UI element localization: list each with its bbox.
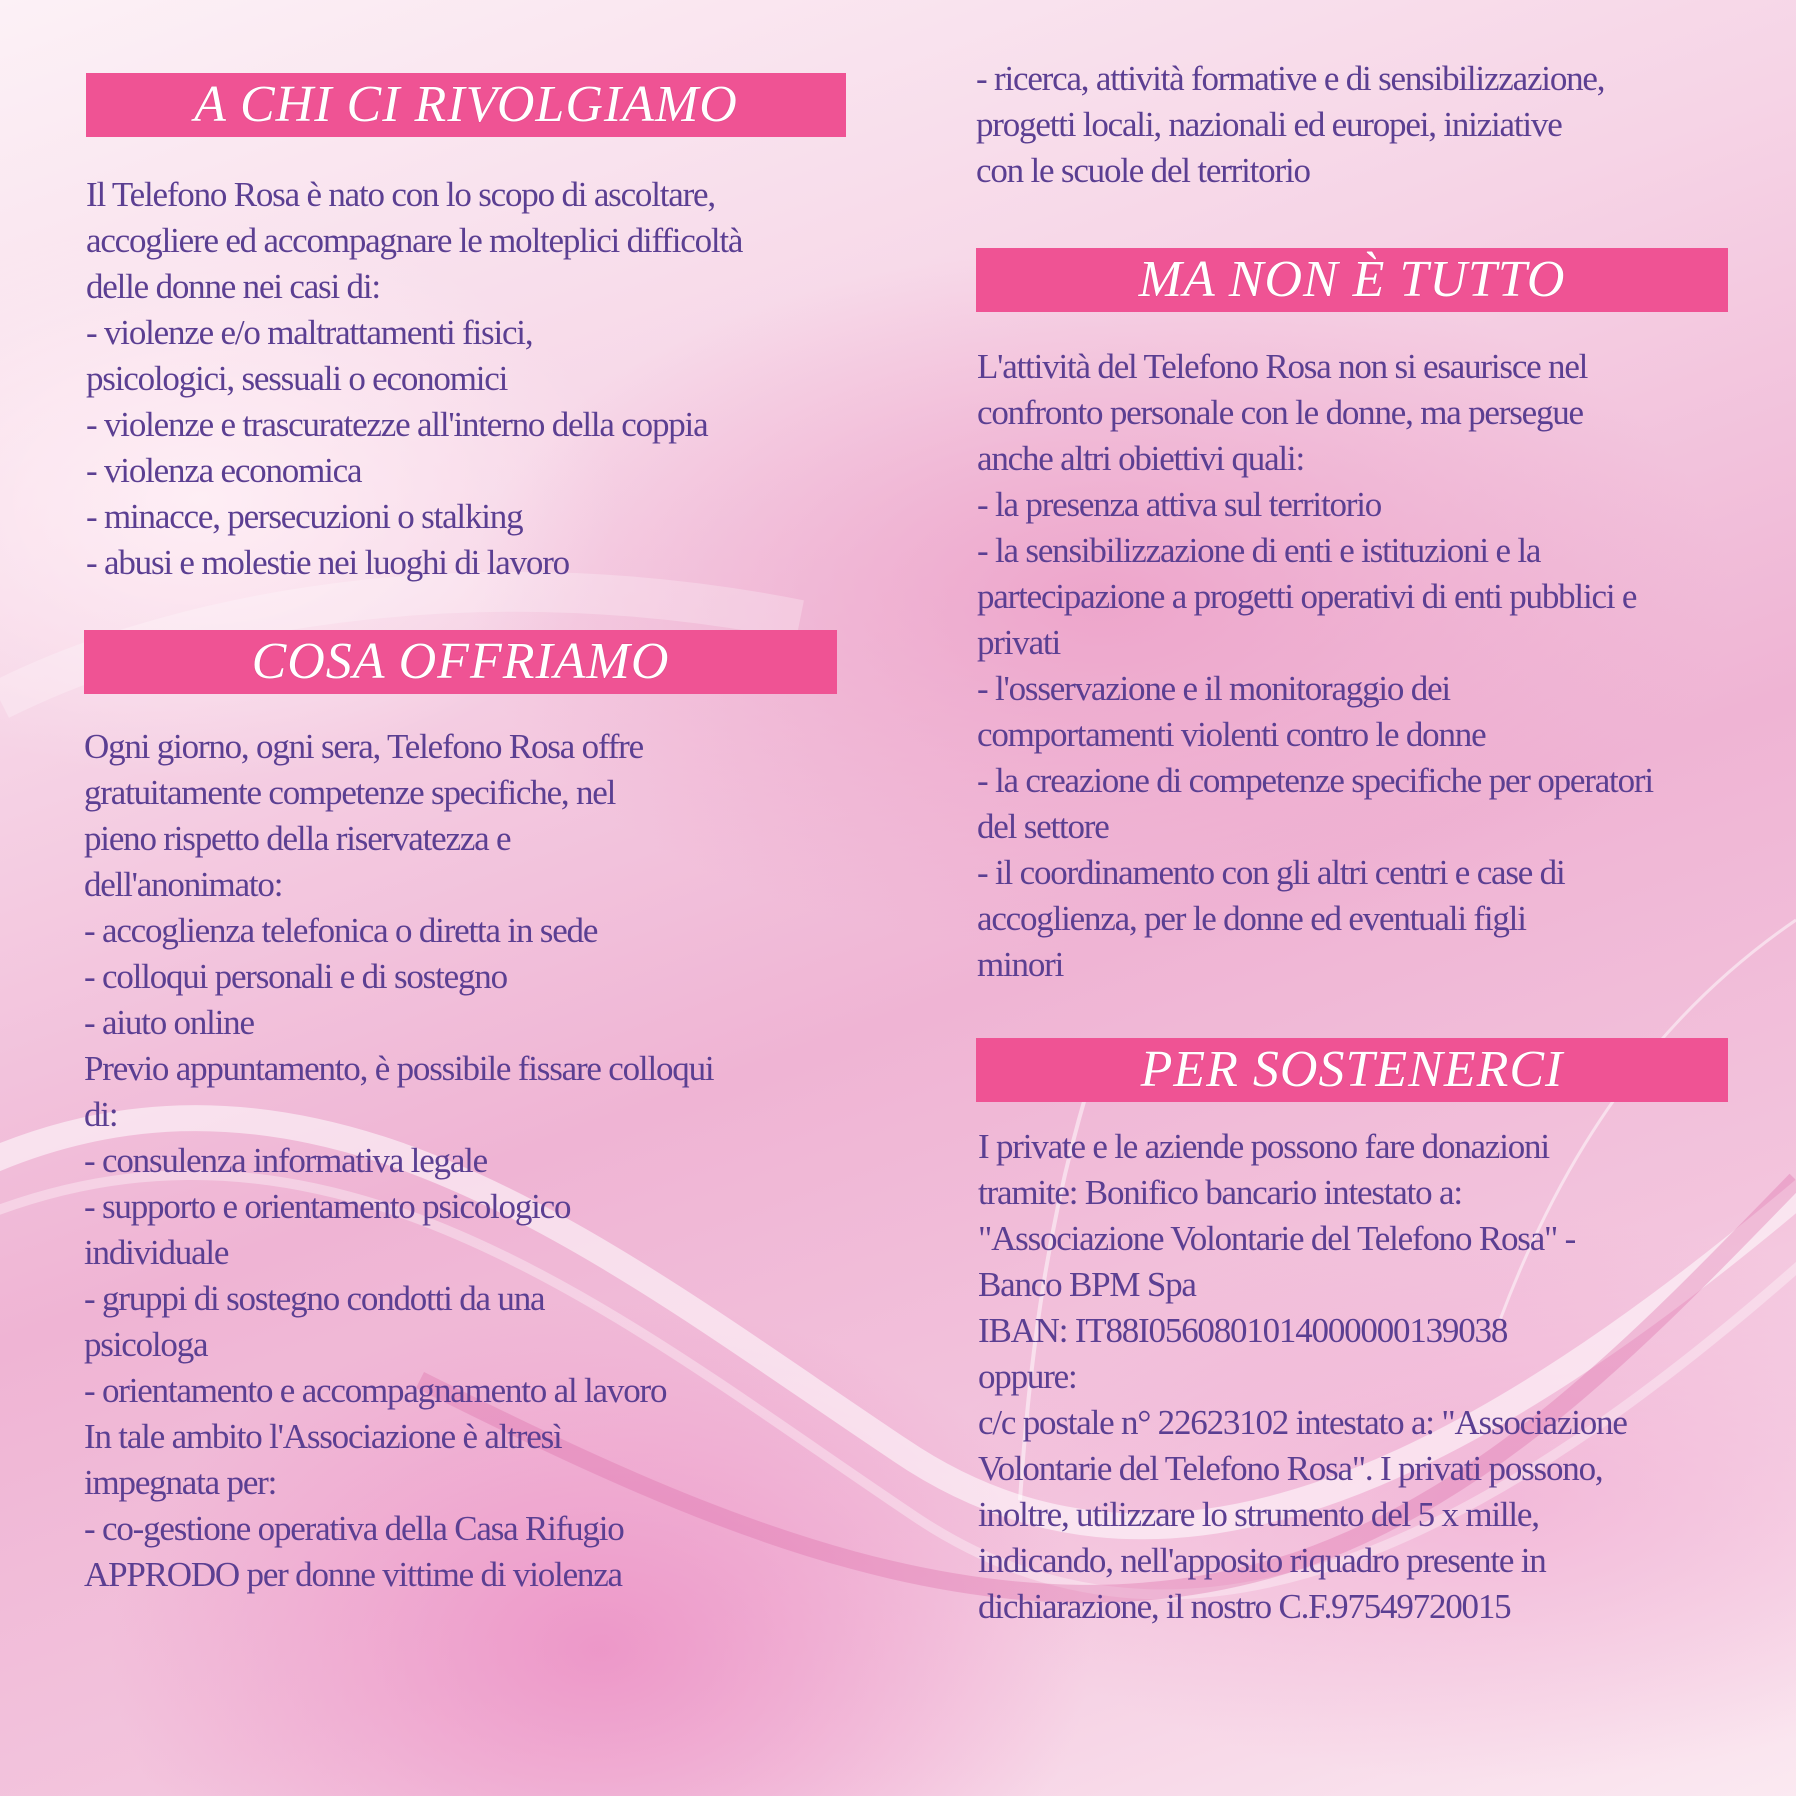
heading-text: PER SOSTENERCI [1140,1041,1564,1098]
bank-name: Banco BPM Spa [978,1265,1196,1304]
text-line: tramite: Bonifico bancario intestato a: [978,1173,1462,1212]
text-line: Previo appuntamento, è possibile fissare colloqui [84,1049,714,1088]
text-line: delle donne nei casi di: [86,267,380,306]
list-item: progetti locali, nazionali ed europei, iniziative [976,105,1562,144]
list-item: - consulenza informativa legale [84,1141,488,1180]
list-item: individuale [84,1233,229,1272]
section-heading-per-sostenerci [976,1038,1728,1102]
text-line: oppure: [978,1357,1077,1396]
text-line: Volontarie del Telefono Rosa". I privati possono, [978,1449,1603,1488]
section-heading-cosa-offriamo [84,630,837,694]
postal-account: c/c postale n° 22623102 intestato a: "Associazione [978,1403,1627,1442]
list-item: - accoglienza telefonica o diretta in sede [84,911,598,950]
text-line: di: [84,1095,118,1134]
heading-text: MA NON È TUTTO [1138,251,1566,308]
list-item: partecipazione a progetti operativi di enti pubblici e [977,577,1637,616]
list-item: psicologici, sessuali o economici [86,359,508,398]
list-item: - violenze e trascuratezze all'interno della coppia [86,405,708,444]
text-line: Ogni giorno, ogni sera, Telefono Rosa offre [84,727,643,766]
text-line: anche altri obiettivi quali: [977,439,1304,478]
list-item: accoglienza, per le donne ed eventuali figli [977,899,1526,938]
section-body-cosa-offriamo [84,724,713,1598]
list-item: - supporto e orientamento psicologico [84,1187,571,1226]
text-line: In tale ambito l'Associazione è altresì [84,1417,562,1456]
list-item: del settore [977,807,1109,846]
list-item: - aiuto online [84,1003,254,1042]
list-item: - abusi e molestie nei luoghi di lavoro [86,543,569,582]
text-line: dell'anonimato: [84,865,283,904]
list-item: - la sensibilizzazione di enti e istituzioni e la [977,531,1541,570]
list-item: psicologa [84,1325,208,1364]
list-item: APPRODO per donne vittime di violenza [84,1555,622,1594]
section-body-continuation [976,56,1604,194]
section-heading-a-chi-ci-rivolgiamo [86,73,846,137]
list-item: - co-gestione operativa della Casa Rifugio [84,1509,624,1548]
list-item: con le scuole del territorio [976,151,1310,190]
list-item: - orientamento e accompagnamento al lavoro [84,1371,667,1410]
list-item: - violenza economica [86,451,362,490]
text-line: pieno rispetto della riservatezza e [84,819,511,858]
text-line: "Associazione Volontarie del Telefono Rosa" - [978,1219,1576,1258]
section-body-a-chi-ci-rivolgiamo [86,172,742,586]
heading-text: COSA OFFRIAMO [251,633,670,690]
text-line: indicando, nell'apposito riquadro presente in [978,1541,1546,1580]
text-line: impegnata per: [84,1463,277,1502]
text-line: inoltre, utilizzare lo strumento del 5 x mille, [978,1495,1539,1534]
text-line: accogliere ed accompagnare le molteplici difficoltà [86,221,743,260]
text-line: I private e le aziende possono fare donazioni [978,1127,1549,1166]
list-item: - ricerca, attività formative e di sensibilizzazione, [976,59,1605,98]
list-item: privati [977,623,1060,662]
list-item: - l'osservazione e il monitoraggio dei [977,669,1450,708]
list-item: comportamenti violenti contro le donne [977,715,1486,754]
heading-text: A CHI CI RIVOLGIAMO [194,76,738,133]
iban-value: IBAN: IT88I0560801014000000139038 [978,1311,1508,1350]
fiscal-code: dichiarazione, il nostro C.F.97549720015 [978,1587,1511,1626]
list-item: - minacce, persecuzioni o stalking [86,497,523,536]
list-item: - gruppi di sostegno condotti da una [84,1279,545,1318]
section-heading-ma-non-e-tutto [976,248,1728,312]
list-item: - la creazione di competenze specifiche per operatori [977,761,1653,800]
list-item: minori [977,945,1064,984]
text-line: L'attività del Telefono Rosa non si esaurisce nel [977,347,1588,386]
text-line: gratuitamente competenze specifiche, nel [84,773,616,812]
text-line: Il Telefono Rosa è nato con lo scopo di ascoltare, [86,175,715,214]
section-body-ma-non-e-tutto [977,344,1653,988]
list-item: - il coordinamento con gli altri centri e case di [977,853,1565,892]
list-item: - colloqui personali e di sostegno [84,957,507,996]
text-line: confronto personale con le donne, ma persegue [977,393,1583,432]
list-item: - la presenza attiva sul territorio [977,485,1382,524]
section-body-per-sostenerci [978,1124,1627,1630]
list-item: - violenze e/o maltrattamenti fisici, [86,313,533,352]
